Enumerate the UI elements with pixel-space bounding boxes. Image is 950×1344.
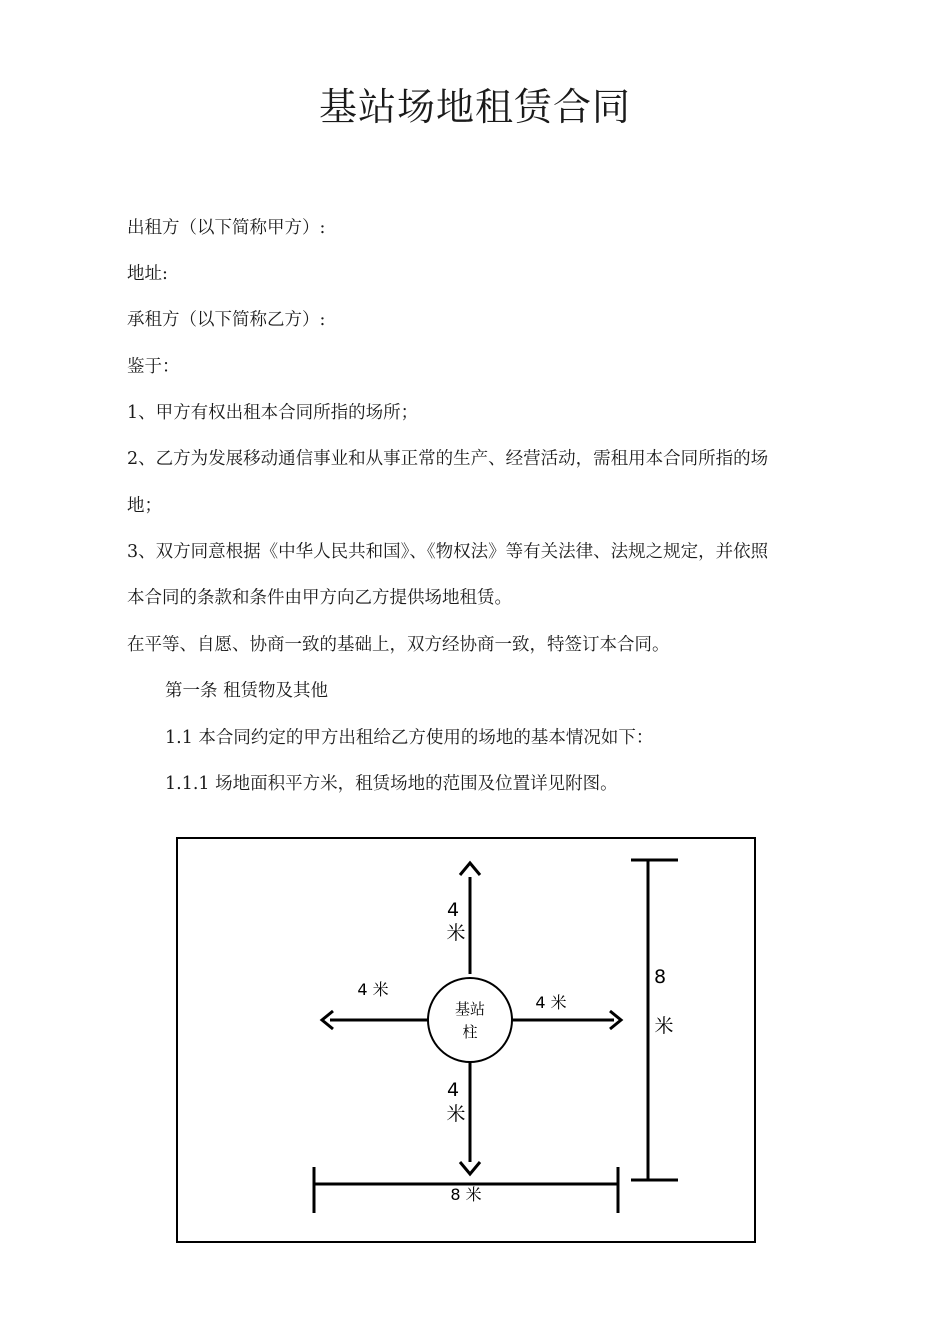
- contract-title: 基站场地租赁合同: [318, 85, 631, 129]
- arrow-up-head: [460, 863, 480, 875]
- clause-1-1-1: 1.1.1 场地面积平方米，租赁场地的范围及位置详见附图。: [165, 774, 618, 794]
- up-distance-number: 4: [446, 899, 460, 921]
- lessor-line: 出租方（以下简称甲方）:: [127, 218, 326, 238]
- recital-2-line-2: 地；: [127, 496, 162, 516]
- down-distance-number: 4: [446, 1079, 460, 1101]
- address-line: 地址:: [127, 264, 168, 284]
- right-distance-label: 4 米: [535, 993, 567, 1012]
- width-dimension-label: 8 米: [450, 1185, 482, 1204]
- recital-1: 1、甲方有权出租本合同所指的场所；: [127, 403, 419, 423]
- agreement-line: 在平等、自愿、协商一致的基础上，双方经协商一致，特签订本合同。: [127, 635, 670, 655]
- up-distance-unit: 米: [446, 922, 466, 944]
- recital-3-line-1: 3、双方同意根据《中华人民共和国》、《物权法》等有关法律、法规之规定，并依照: [127, 542, 769, 562]
- site-diagram: [176, 837, 756, 1243]
- article-1-heading: 第一条 租赁物及其他: [165, 681, 329, 701]
- arrow-down-head: [460, 1162, 480, 1174]
- clause-1-1: 1.1 本合同约定的甲方出租给乙方使用的场地的基本情况如下：: [165, 728, 654, 748]
- height-dimension-unit: 米: [654, 1015, 674, 1037]
- recital-2-line-1: 2、乙方为发展移动通信事业和从事正常的生产、经营活动，需租用本合同所指的场: [127, 449, 769, 469]
- recital-3-line-2: 本合同的条款和条件由甲方向乙方提供场地租赁。: [127, 588, 512, 608]
- whereas-line: 鉴于：: [127, 357, 180, 377]
- pole-label-line-1: 基站: [454, 1000, 486, 1018]
- base-station-pole-circle: [428, 978, 512, 1062]
- left-distance-label: 4 米: [357, 980, 389, 999]
- pole-label-line-2: 柱: [462, 1023, 478, 1041]
- height-dimension-number: 8: [653, 966, 667, 988]
- down-distance-unit: 米: [446, 1103, 466, 1125]
- lessee-line: 承租方（以下简称乙方）:: [127, 310, 326, 330]
